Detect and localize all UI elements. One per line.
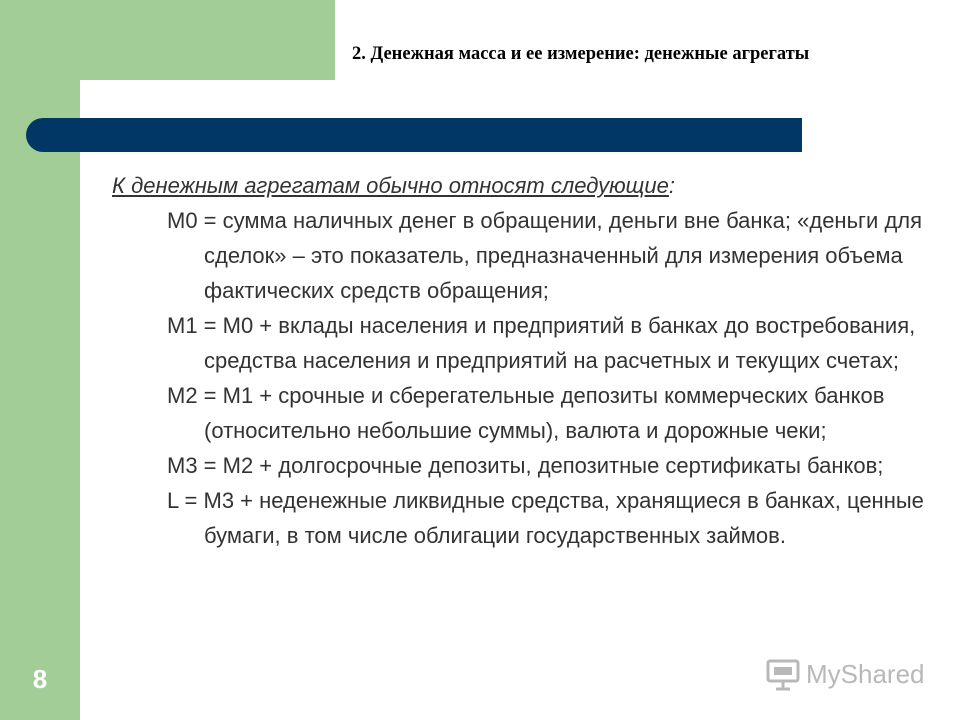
intro-text: К денежным агрегатам обычно относят следующие [112,173,669,198]
slide-number: 8 [32,664,48,694]
decor-blue-bar [26,118,802,152]
slide-content [112,168,942,553]
aggregate-m3: М3 = М2 + долгосрочные депозиты, депозитные сертификаты банков; [167,453,884,478]
presentation-board-icon [766,657,800,691]
intro-line [112,168,942,203]
slide-title: 2. Денежная масса и ее измерение: денежные агрегаты [352,44,810,64]
intro-colon: : [668,173,675,198]
decor-green-left-band [0,0,80,720]
aggregate-m1: М1 = М0 + вклады населения и предприятий в банках до востребования, средства населения и предприятий на расчетных и текущих счетах; [167,313,916,373]
aggregate-m0: М0 = сумма наличных денег в обращении, деньги вне банка; «деньги для сделок» – это показатель, предназначенный для измерения объема фактических средств обращения; [167,208,923,303]
myshared-watermark [766,656,925,692]
watermark-text: MyShared [806,658,925,689]
aggregate-m2: М2 = М1 + срочные и сберегательные депозиты коммерческих банков (относительно небольшие суммы), валюта и дорожные чеки; [167,383,885,443]
decor-green-top-band [0,0,335,80]
aggregate-l: L = М3 + неденежные ликвидные средства, хранящиеся в банках, ценные бумаги, в том числе облигации государственных займов. [167,488,924,548]
